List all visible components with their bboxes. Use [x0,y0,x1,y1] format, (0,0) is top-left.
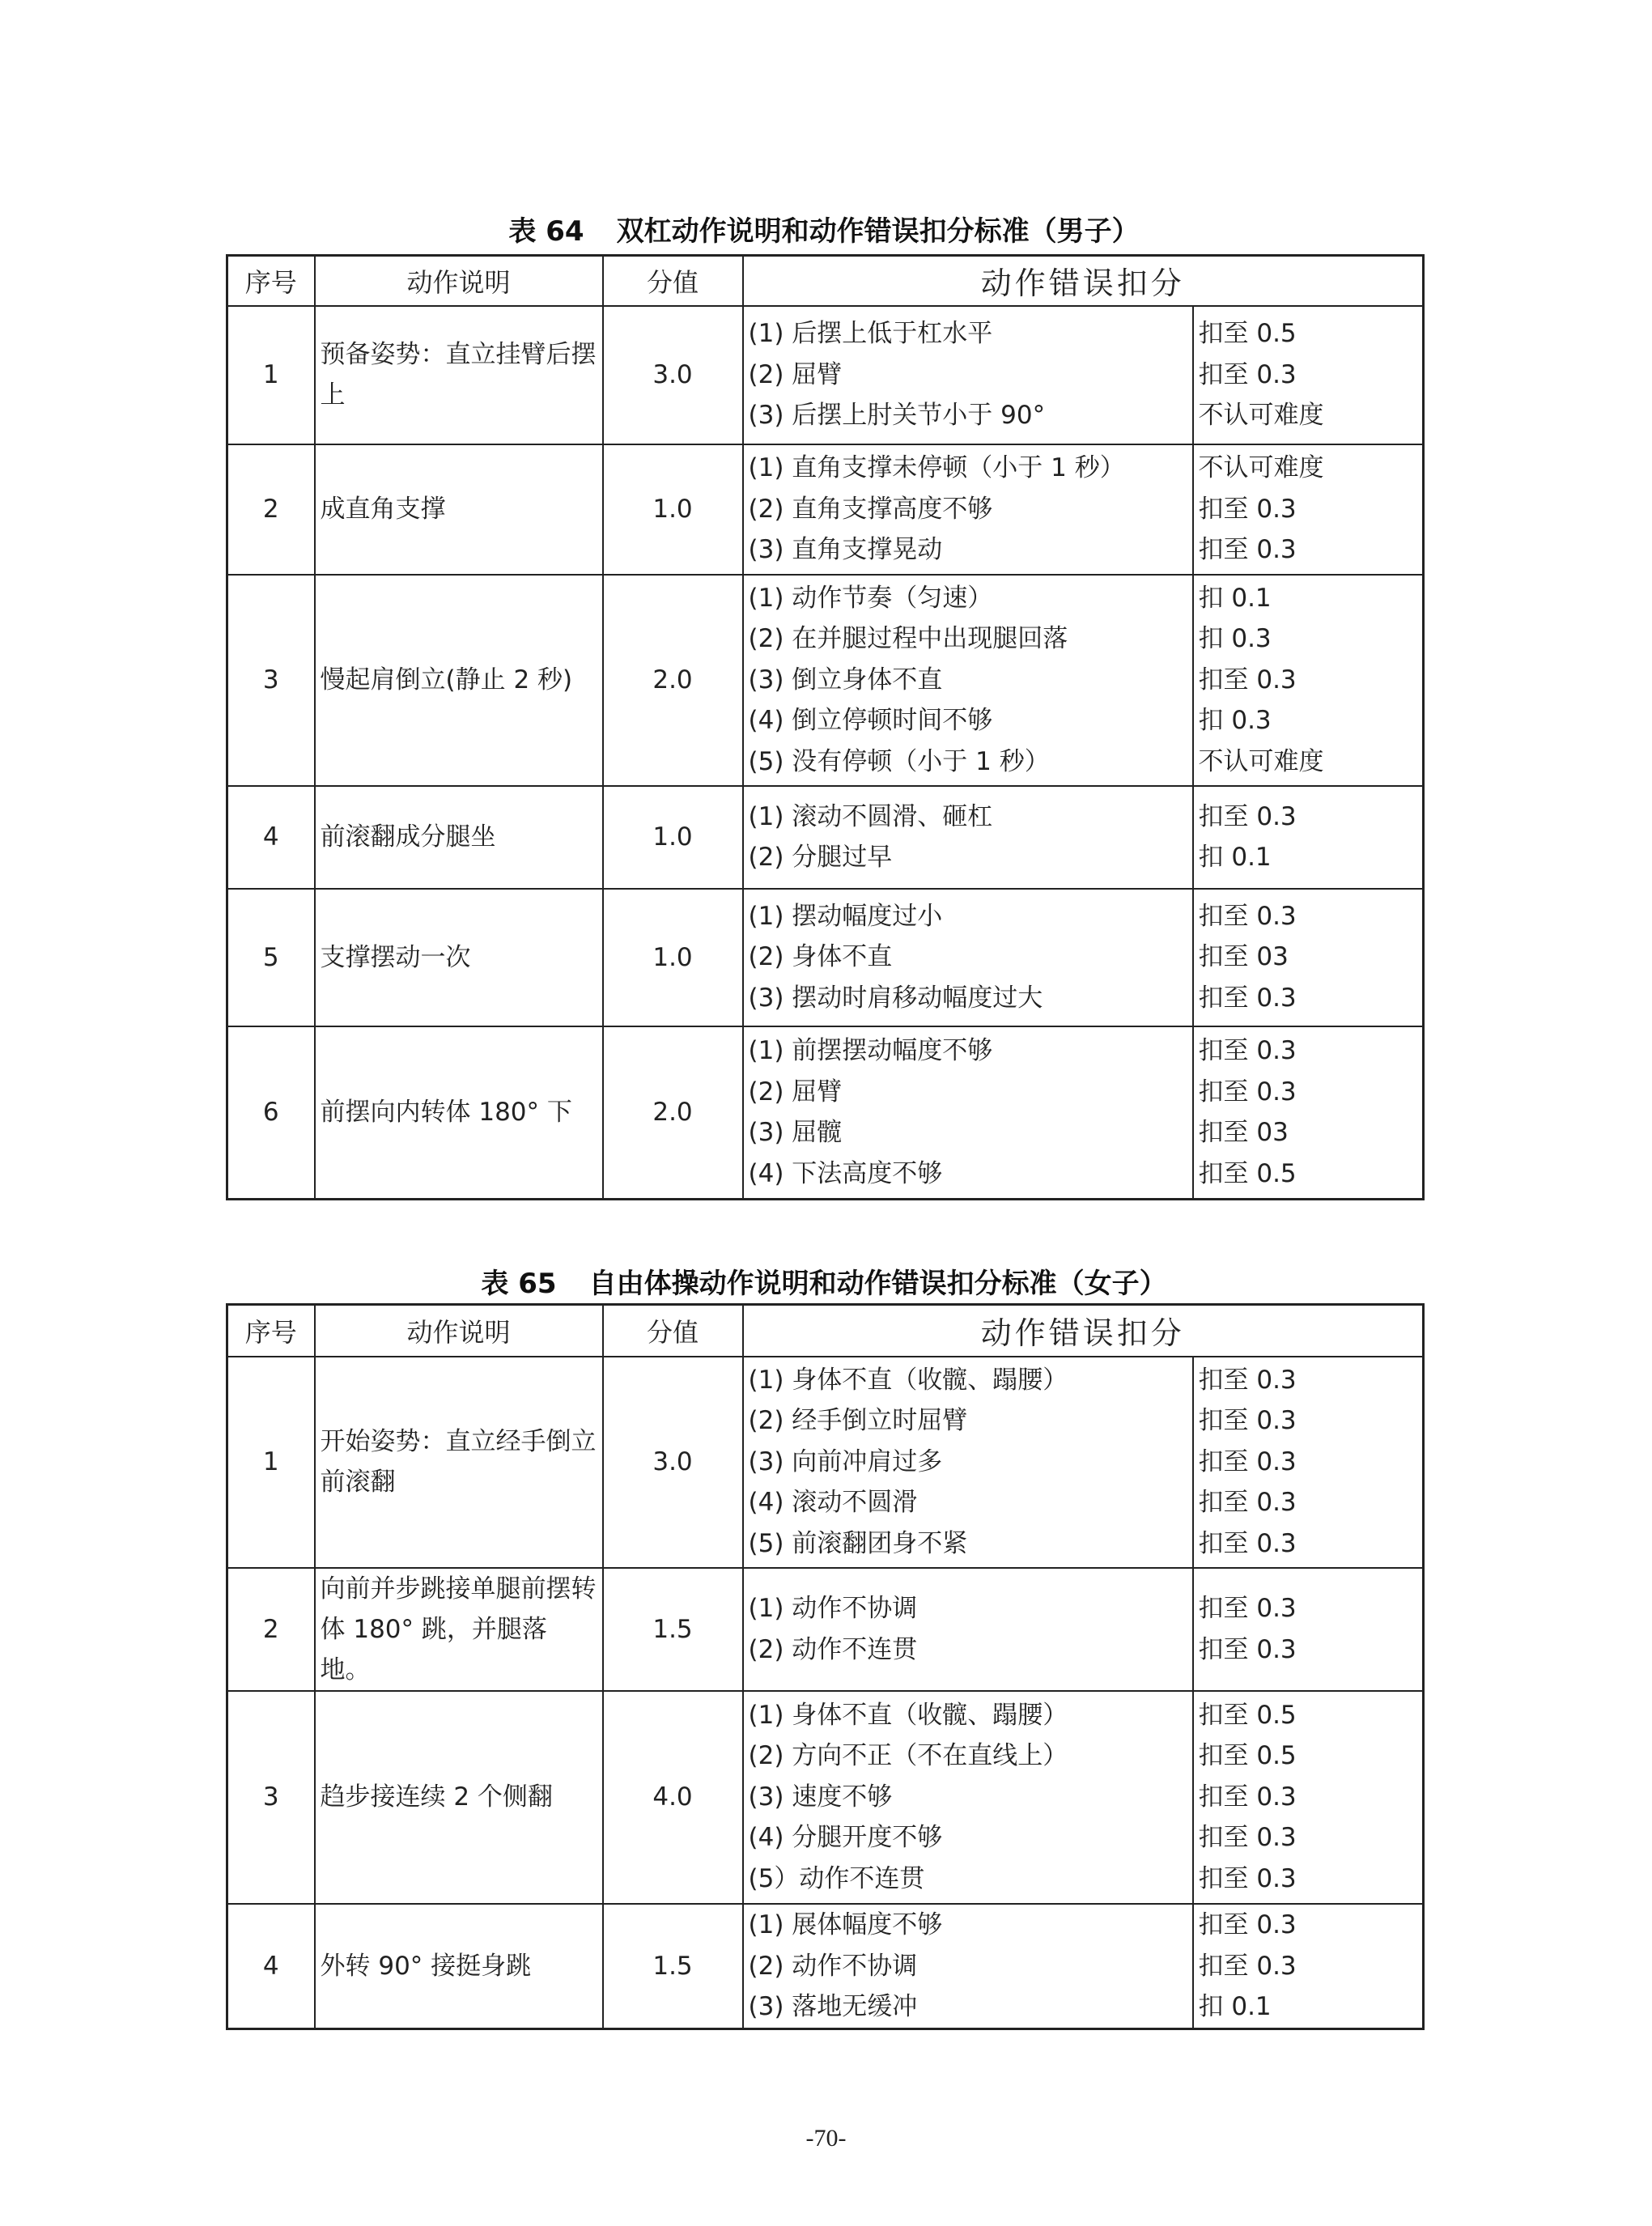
error-item: (1) 摆动幅度过小 [748,901,943,931]
header-row [227,256,1424,306]
error-item: (2) 经手倒立时屈臂 [748,1406,968,1436]
deduction-item: 不认可难度 [1198,746,1324,776]
deduction-item: 扣至 0.3 [1198,1036,1297,1066]
deduction-list [1193,575,1424,786]
deduction-item: 扣至 0.3 [1198,1594,1297,1623]
table-row [227,786,1424,889]
table-row [227,306,1424,444]
deduction-item: 扣至 0.5 [1198,1700,1297,1730]
error-item: (3) 倒立身体不直 [748,665,943,695]
action-description: 前摆向内转体 180° 下 [315,1026,603,1200]
deduction-list [1193,1904,1424,2029]
column-header: 分值 [603,256,743,306]
header-row [227,1305,1424,1357]
row-number: 2 [227,444,315,575]
table-row [227,889,1424,1026]
deduction-list [1193,889,1424,1026]
deduction-item: 扣至 0.3 [1198,665,1297,695]
score-value: 3.0 [603,1357,743,1568]
row-number: 2 [227,1568,315,1691]
score-value: 2.0 [603,1026,743,1200]
deduction-item: 扣至 0.3 [1198,535,1297,565]
score-value: 2.0 [603,575,743,786]
column-header: 动作错误扣分 [743,1305,1424,1357]
column-header: 动作说明 [315,256,603,306]
error-item: (1) 动作不协调 [748,1594,918,1623]
action-description: 支撑摆动一次 [315,889,603,1026]
deduction-item: 不认可难度 [1198,401,1324,431]
deduction-item: 扣至 0.3 [1198,1077,1297,1107]
table-row [227,575,1424,786]
error-item: (3) 落地无缓冲 [748,1992,918,2021]
table-row [227,1568,1424,1691]
error-item: (1) 直角支撑未停顿（小于 1 秒） [748,453,1125,483]
error-item: (3) 直角支撑晃动 [748,535,943,565]
deduction-item: 扣至 0.3 [1198,1951,1297,1981]
deduction-item: 扣至 0.3 [1198,1406,1297,1436]
column-header: 动作说明 [315,1305,603,1357]
error-item: (3) 摆动时肩移动幅度过大 [748,983,1043,1013]
deduction-list [1193,786,1424,889]
deduction-item: 扣至 0.3 [1198,494,1297,524]
error-list [743,1026,1193,1200]
error-item: (4) 滚动不圆滑 [748,1488,918,1518]
action-description: 开始姿势：直立经手倒立前滚翻 [315,1357,603,1568]
row-number: 3 [227,575,315,786]
column-header: 分值 [603,1305,743,1357]
error-list [743,1904,1193,2029]
error-item: (2) 屈臂 [748,359,843,389]
error-item: (2) 分腿过早 [748,843,893,872]
table-row [227,1904,1424,2029]
deduction-item: 扣至 0.3 [1198,1365,1297,1395]
deduction-item: 扣至 0.3 [1198,1910,1297,1939]
deduction-item: 扣至 0.5 [1198,1741,1297,1771]
deduction-item: 扣至 0.3 [1198,1446,1297,1476]
deduction-item: 扣至 0.3 [1198,983,1297,1013]
column-header: 序号 [227,256,315,306]
deduction-item: 扣至 0.3 [1198,1782,1297,1812]
error-item: (2) 方向不正（不在直线上） [748,1741,1068,1771]
error-item: (1) 身体不直（收髋、蹋腰） [748,1365,1068,1395]
deduction-list [1193,1357,1424,1568]
error-item: (2) 屈臂 [748,1077,843,1107]
deduction-item: 扣至 0.3 [1198,1528,1297,1558]
deduction-item: 扣至 0.3 [1198,1634,1297,1664]
deduction-item: 扣至 0.5 [1198,1158,1297,1188]
error-item: (2) 动作不协调 [748,1951,918,1981]
score-value: 1.5 [603,1568,743,1691]
scoring-table [226,1303,1425,2030]
table-row [227,444,1424,575]
action-description: 成直角支撑 [315,444,603,575]
error-item: (1) 展体幅度不够 [748,1910,943,1939]
error-list [743,1568,1193,1691]
error-item: (2) 直角支撑高度不够 [748,494,993,524]
error-list [743,306,1193,444]
error-list [743,1691,1193,1904]
error-item: (1) 滚动不圆滑、砸杠 [748,801,993,831]
page-number: -70- [805,2125,847,2152]
error-item: (4) 分腿开度不够 [748,1823,943,1853]
action-description: 预备姿势：直立挂臂后摆上 [315,306,603,444]
error-list [743,786,1193,889]
error-item: (1) 前摆摆动幅度不够 [748,1036,993,1066]
score-value: 4.0 [603,1691,743,1904]
deduction-item: 扣 0.1 [1198,1992,1272,2021]
row-number: 4 [227,1904,315,2029]
deduction-item: 扣至 0.3 [1198,1488,1297,1518]
table-number: 表 65 [481,1268,557,1300]
deduction-item: 扣至 0.3 [1198,1863,1297,1893]
error-list [743,444,1193,575]
deduction-list [1193,1026,1424,1200]
table-row [227,1691,1424,1904]
error-item: (3) 速度不够 [748,1782,893,1812]
scoring-table [226,254,1425,1200]
action-description: 向前并步跳接单腿前摆转体 180° 跳，并腿落地。 [315,1568,603,1691]
deduction-item: 扣 0.3 [1198,706,1272,736]
row-number: 1 [227,1357,315,1568]
score-value: 1.0 [603,889,743,1026]
error-item: (4) 倒立停顿时间不够 [748,706,993,736]
deduction-item: 扣至 0.3 [1198,1823,1297,1853]
table-title: 双杠动作说明和动作错误扣分标准（男子） [616,215,1140,248]
error-list [743,889,1193,1026]
error-item: (4) 下法高度不够 [748,1158,943,1188]
error-item: (2) 身体不直 [748,942,893,972]
action-description: 前滚翻成分腿坐 [315,786,603,889]
table-title: 自由体操动作说明和动作错误扣分标准（女子） [588,1268,1167,1300]
error-item: (3) 后摆上肘关节小于 90° [748,401,1046,431]
error-item: (1) 身体不直（收髋、蹋腰） [748,1700,1068,1730]
error-list [743,575,1193,786]
score-value: 3.0 [603,306,743,444]
deduction-item: 扣至 03 [1198,1118,1289,1148]
score-value: 1.0 [603,786,743,889]
error-item: (2) 在并腿过程中出现腿回落 [748,624,1068,654]
error-item: (1) 动作节奏（匀速） [748,583,993,613]
deduction-item: 扣 0.1 [1198,843,1272,872]
deduction-item: 扣 0.3 [1198,624,1272,654]
error-item: (3) 屈髋 [748,1118,843,1148]
deduction-item: 扣至 0.5 [1198,319,1297,349]
table-number: 表 64 [508,215,584,248]
error-item: (5) 前滚翻团身不紧 [748,1528,968,1558]
error-list [743,1357,1193,1568]
deduction-item: 扣 0.1 [1198,583,1272,613]
error-item: (3) 向前冲肩过多 [748,1446,943,1476]
action-description: 慢起肩倒立(静止 2 秒) [315,575,603,786]
deduction-list [1193,1691,1424,1904]
column-header: 动作错误扣分 [743,256,1424,306]
deduction-item: 不认可难度 [1198,453,1324,483]
column-header: 序号 [227,1305,315,1357]
deduction-item: 扣至 0.3 [1198,901,1297,931]
deduction-item: 扣至 0.3 [1198,359,1297,389]
error-item: (5）动作不连贯 [748,1863,925,1893]
table-caption [226,209,1422,249]
row-number: 3 [227,1691,315,1904]
table-caption [226,1261,1422,1301]
deduction-item: 扣至 0.3 [1198,801,1297,831]
deduction-list [1193,444,1424,575]
score-value: 1.5 [603,1904,743,2029]
row-number: 4 [227,786,315,889]
row-number: 5 [227,889,315,1026]
error-item: (1) 后摆上低于杠水平 [748,319,993,349]
table-row [227,1026,1424,1200]
deduction-list [1193,1568,1424,1691]
action-description: 外转 90° 接挺身跳 [315,1904,603,2029]
row-number: 6 [227,1026,315,1200]
deduction-item: 扣至 03 [1198,942,1289,972]
score-value: 1.0 [603,444,743,575]
table-row [227,1357,1424,1568]
row-number: 1 [227,306,315,444]
action-description: 趋步接连续 2 个侧翻 [315,1691,603,1904]
deduction-list [1193,306,1424,444]
error-item: (2) 动作不连贯 [748,1634,918,1664]
error-item: (5) 没有停顿（小于 1 秒） [748,746,1050,776]
